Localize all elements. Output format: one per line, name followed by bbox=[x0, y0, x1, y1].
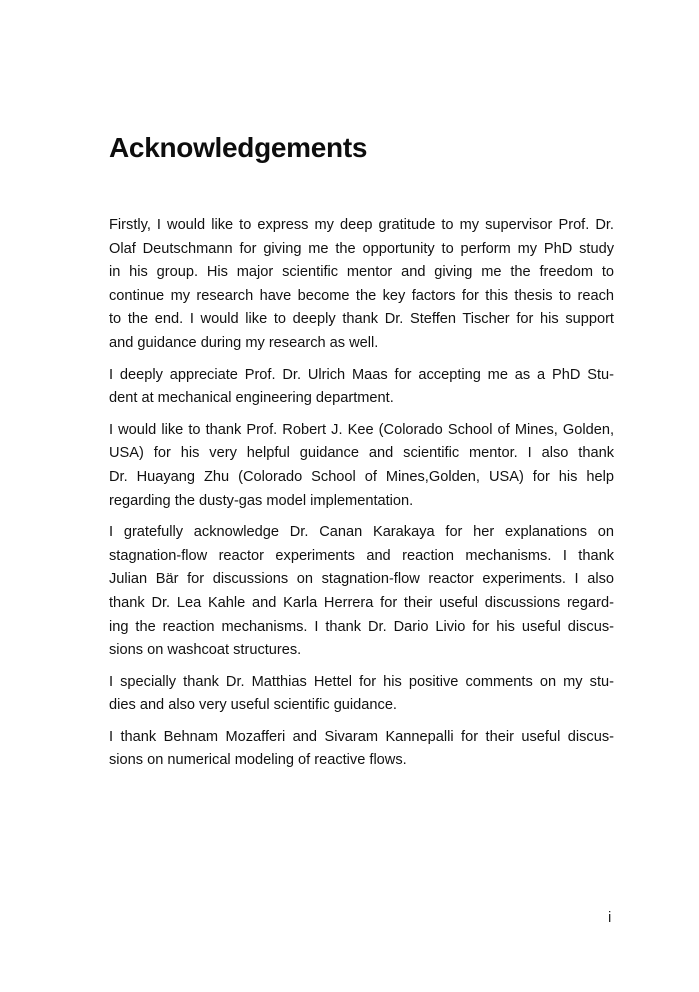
text-line: stagnation-flow reactor experiments and reaction mechanisms. I thank bbox=[109, 547, 614, 564]
text-line: Dr. Huayang Zhu (Colorado School of Mines,Golden, USA) for his help bbox=[109, 468, 614, 485]
text-line: I thank Behnam Mozafferi and Sivaram Kannepalli for their useful discus- bbox=[109, 728, 614, 745]
text-line: I specially thank Dr. Matthias Hettel for his positive comments on my stu- bbox=[109, 673, 614, 690]
text-line: Olaf Deutschmann for giving me the opportunity to perform my PhD study bbox=[109, 240, 614, 257]
text-line: and guidance during my research as well. bbox=[109, 334, 379, 351]
text-line: sions on numerical modeling of reactive flows. bbox=[109, 752, 407, 769]
text-line: USA) for his very helpful guidance and scientific mentor. I also thank bbox=[109, 445, 614, 462]
text-line: I gratefully acknowledge Dr. Canan Karakaya for her explanations on bbox=[109, 524, 614, 541]
text-line: sions on washcoat structures. bbox=[109, 642, 302, 659]
text-line: ing the reaction mechanisms. I thank Dr. Dario Livio for his useful discus- bbox=[109, 618, 614, 635]
text-line: dies and also very useful scientific guidance. bbox=[109, 697, 397, 714]
text-line: in his group. His major scientific mentor and giving me the freedom to bbox=[109, 264, 614, 281]
text-line: continue my research have become the key factors for this thesis to reach bbox=[109, 287, 614, 304]
page-number: i bbox=[608, 909, 612, 926]
text-line: Julian Bär for discussions on stagnation-flow reactor experiments. I also bbox=[109, 571, 614, 588]
paragraph-kee-zhu-thanks bbox=[109, 419, 614, 513]
text-line: I deeply appreciate Prof. Dr. Ulrich Maas for accepting me as a PhD Stu- bbox=[109, 366, 614, 383]
text-line: I would like to thank Prof. Robert J. Kee (Colorado School of Mines, Golden, bbox=[109, 421, 614, 438]
text-line: regarding the dusty-gas model implementation. bbox=[109, 492, 414, 509]
paragraph-colleagues-thanks bbox=[109, 521, 614, 663]
body-text bbox=[109, 214, 614, 781]
paragraph-supervisor-thanks bbox=[109, 214, 614, 356]
paragraph-modeling-thanks bbox=[109, 726, 614, 773]
text-line: Firstly, I would like to express my deep gratitude to my supervisor Prof. Dr. bbox=[109, 217, 614, 233]
text-line: dent at mechanical engineering department. bbox=[109, 390, 394, 407]
paragraph-hettel-thanks bbox=[109, 671, 614, 718]
paragraph-maas-thanks bbox=[109, 364, 614, 411]
text-line: to the end. I would like to deeply thank Dr. Steffen Tischer for his support bbox=[109, 311, 614, 328]
text-line: thank Dr. Lea Kahle and Karla Herrera for their useful discussions regard- bbox=[109, 594, 614, 611]
page-title: Acknowledgements bbox=[109, 132, 368, 163]
